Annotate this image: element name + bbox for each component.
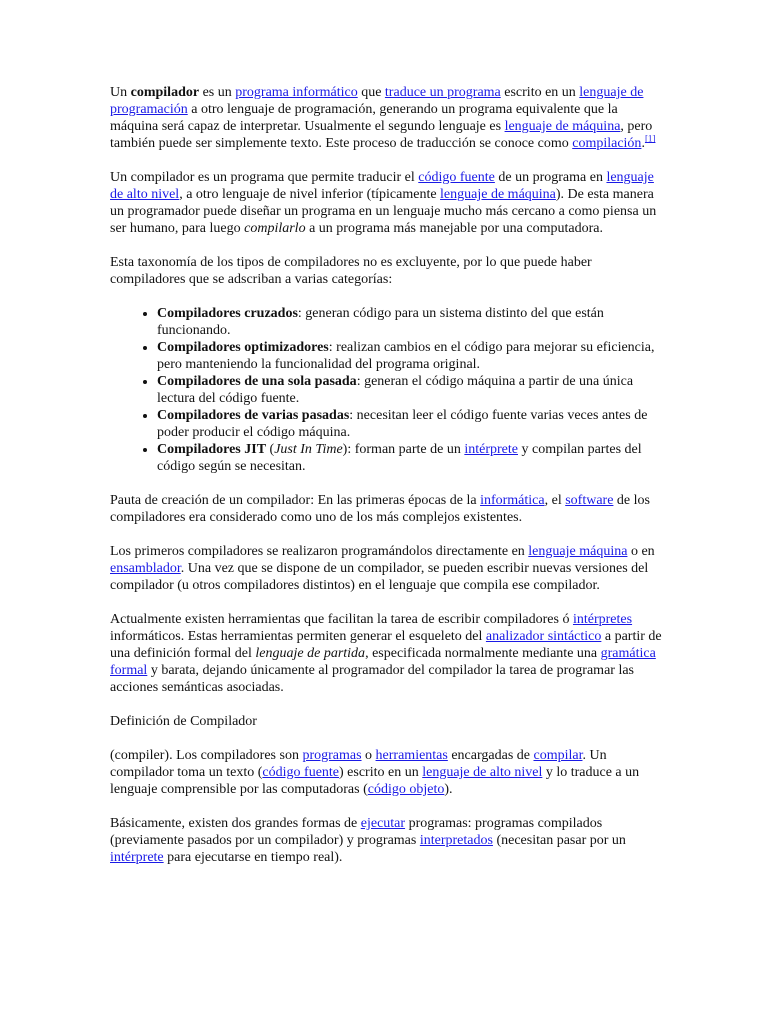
text: Los primeros compiladores se realizaron programándolos directamente en: [110, 544, 529, 559]
text: ): forman parte de un: [342, 442, 465, 457]
text: o en: [627, 544, 655, 559]
bold-term: compilador: [130, 85, 200, 100]
link-interpretes[interactable]: intérpretes: [572, 612, 633, 627]
bold-term: Compiladores cruzados: [157, 306, 298, 321]
paragraph-formas-ejecutar: [110, 815, 662, 866]
link-programa-informatico[interactable]: programa informático: [235, 85, 358, 100]
text: es un: [199, 85, 236, 100]
text: : realizan cambios en el código para mejorar su eficiencia, pero manteniendo la funcionalidad del programa original.: [157, 340, 655, 372]
text: Actualmente existen herramientas que facilitan la tarea de escribir compiladores ó: [110, 612, 573, 627]
text: (compiler). Los compiladores son: [110, 748, 303, 763]
text: informáticos. Estas herramientas permiten generar el esqueleto del: [110, 629, 486, 644]
paragraph-compilador-definicion: [110, 169, 662, 237]
italic-term: Just In Time: [274, 442, 343, 457]
italic-term: compilarlo: [244, 221, 306, 236]
link-lenguaje-de-maquina[interactable]: lenguaje de máquina: [504, 119, 621, 134]
section-heading-definicion: Definición de Compilador: [110, 714, 257, 729]
link-lenguaje-maquina[interactable]: lenguaje máquina: [528, 544, 628, 559]
link-codigo-objeto[interactable]: código objeto: [367, 782, 445, 797]
text: , especificada normalmente mediante una: [365, 646, 601, 661]
text: y barata, dejando únicamente al programador del compilador la tarea de programar las acciones semánticas asociadas.: [110, 663, 634, 695]
text: y compilan partes del código según se necesitan.: [157, 442, 642, 474]
footnote-reference[interactable]: [1]: [644, 133, 656, 144]
text: o: [361, 748, 376, 763]
text: (necesitan pasar por un: [492, 833, 626, 848]
link-software[interactable]: software: [565, 493, 614, 508]
text: Un compilador es un programa que permite traducir el: [110, 170, 419, 185]
link-compilar[interactable]: compilar: [533, 748, 583, 763]
link-codigo-fuente[interactable]: código fuente: [262, 765, 340, 780]
text: a otro lenguaje de programación, generando un programa equivalente que la máquina será capaz de interpretar. Usualmente el segundo lenguaje es: [110, 102, 618, 134]
list-item: [157, 441, 662, 475]
link-interprete[interactable]: intérprete: [110, 850, 164, 865]
text: , el: [544, 493, 566, 508]
text: Un: [110, 85, 131, 100]
paragraph-pauta-creacion: [110, 492, 662, 526]
text: , a otro lenguaje de nivel inferior (típicamente: [179, 187, 441, 202]
text: ).: [444, 782, 453, 797]
document-page: [110, 84, 662, 883]
link-informatica[interactable]: informática: [480, 493, 545, 508]
text: : generan código para un sistema distinto del que están funcionando.: [157, 306, 604, 338]
bold-term: Compiladores optimizadores: [157, 340, 329, 355]
text: : generan el código máquina a partir de una única lectura del código fuente.: [157, 374, 634, 406]
text: a un programa más manejable por una computadora.: [305, 221, 603, 236]
text: ) escrito en un: [339, 765, 423, 780]
text: de un programa en: [494, 170, 607, 185]
text: .: [641, 136, 645, 151]
link-traduce-un-programa[interactable]: traduce un programa: [384, 85, 501, 100]
link-gramatica-formal[interactable]: gramática formal: [110, 646, 656, 678]
paragraph-primeros-compiladores: [110, 543, 662, 594]
bold-term: Compiladores de varias pasadas: [157, 408, 350, 423]
link-codigo-fuente[interactable]: código fuente: [418, 170, 495, 185]
text: . Una vez que se dispone de un compilador, se pueden escribir nuevas versiones del compilador (u otros compiladores distintos) en el lenguaje que compila ese compilador.: [110, 561, 649, 593]
link-lenguaje-de-alto-nivel[interactable]: lenguaje de alto nivel: [110, 170, 654, 202]
link-lenguaje-de-programacion[interactable]: lenguaje de programación: [110, 85, 644, 117]
text: y lo traduce a un lenguaje comprensible por las computadoras (: [110, 765, 640, 797]
link-compilacion[interactable]: compilación: [572, 136, 642, 151]
italic-term: lenguaje de partida: [255, 646, 366, 661]
list-item: [157, 305, 662, 339]
text: Básicamente, existen dos grandes formas de: [110, 816, 361, 831]
list-item: [157, 407, 662, 441]
text: encargadas de: [447, 748, 534, 763]
link-ensamblador[interactable]: ensamblador: [110, 561, 181, 576]
text: (: [266, 442, 275, 457]
text: : necesitan leer el código fuente varias veces antes de poder producir el código máquina.: [157, 408, 648, 440]
list-item: [157, 339, 662, 373]
paragraph-herramientas: [110, 611, 662, 696]
paragraph-taxonomia: Esta taxonomía de los tipos de compiladores no es excluyente, por lo que puede haber compiladores que se adscriban a varias categorías:: [110, 255, 592, 287]
text: a partir de una definición formal del: [110, 629, 662, 661]
link-programas[interactable]: programas: [302, 748, 362, 763]
link-lenguaje-de-maquina[interactable]: lenguaje de máquina: [440, 187, 556, 202]
bold-term: Compiladores de una sola pasada: [157, 374, 357, 389]
link-ejecutar[interactable]: ejecutar: [360, 816, 406, 831]
paragraph-compiler-definition: [110, 747, 662, 798]
link-herramientas[interactable]: herramientas: [375, 748, 448, 763]
link-interprete[interactable]: intérprete: [464, 442, 518, 457]
link-lenguaje-de-alto-nivel[interactable]: lenguaje de alto nivel: [422, 765, 543, 780]
text: ). De esta manera un programador puede diseñar un programa en un lenguaje mucho más cercano a como piensa un ser humano, para luego: [110, 187, 657, 236]
text: de los compiladores era considerado como uno de los más complejos existentes.: [110, 493, 650, 525]
text: Pauta de creación de un compilador: En las primeras épocas de la: [110, 493, 481, 508]
text: para ejecutarse en tiempo real).: [163, 850, 343, 865]
text: . Un compilador toma un texto (: [110, 748, 607, 780]
link-interpretados[interactable]: interpretados: [419, 833, 493, 848]
text: escrito en un: [500, 85, 580, 100]
list-item: [157, 373, 662, 407]
bold-term: Compiladores JIT: [157, 442, 267, 457]
paragraph-compilador-intro: [110, 84, 662, 152]
text: que: [357, 85, 385, 100]
text: programas: programas compilados (previamente pasados por un compilador) y programas: [110, 816, 603, 848]
compiler-types-list: [110, 305, 662, 475]
link-analizador-sintactico[interactable]: analizador sintáctico: [485, 629, 602, 644]
text: , pero también puede ser simplemente texto. Este proceso de traducción se conoce como: [110, 119, 653, 151]
